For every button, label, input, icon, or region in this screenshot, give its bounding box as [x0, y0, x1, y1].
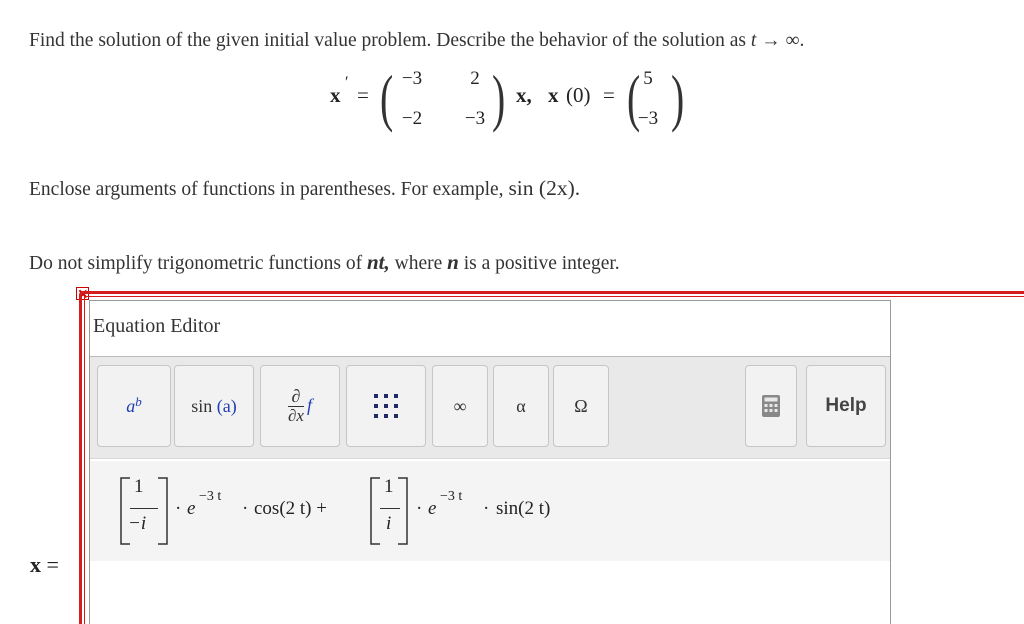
dot-operator-4: ·	[483, 498, 490, 519]
answer-label-x: x	[30, 552, 41, 577]
prompt-arrow: →	[761, 30, 781, 51]
answer-label-equals: =	[46, 552, 59, 577]
matrix-cell-22: −3	[464, 108, 486, 129]
eq-lhs-x: x	[330, 83, 341, 107]
initial-vector-bottom: −3	[637, 108, 659, 129]
greek-omega-button[interactable]	[553, 365, 609, 447]
vector2-left-bracket	[368, 476, 382, 546]
eq-prime: ′	[345, 74, 349, 91]
equation-editor	[89, 300, 891, 624]
vector-left-paren: (	[627, 62, 641, 133]
deriv-numerator: ∂	[291, 386, 301, 407]
prompt-var-t: t	[750, 30, 757, 51]
sin-term: sin(2 t)	[496, 498, 551, 519]
exp-base-1: e	[187, 498, 196, 519]
greek-alpha-button[interactable]	[493, 365, 549, 447]
ivp-equation	[0, 64, 1024, 140]
instruction-trig	[29, 250, 620, 275]
infinity-symbol: ∞	[453, 395, 467, 416]
matrix-left-paren: (	[380, 62, 394, 133]
dot-operator-2: ·	[242, 498, 249, 519]
initial-equals: =	[603, 83, 615, 107]
exp-base-2: e	[428, 498, 437, 519]
help-button[interactable]: Help	[806, 365, 886, 447]
answer-expression[interactable]	[90, 461, 890, 561]
instruction-nt: nt,	[366, 250, 390, 274]
initial-arg: (0)	[566, 83, 591, 107]
power-template-button[interactable]	[97, 365, 171, 447]
instruction-trig-text-b: where	[389, 253, 448, 274]
matrix-cell-12: 2	[470, 68, 480, 89]
sin-arg: (a)	[216, 395, 237, 416]
question-prompt	[29, 30, 804, 52]
prompt-infinity: ∞.	[785, 30, 805, 51]
initial-x: x	[548, 83, 559, 107]
exp-power-1: −3 t	[199, 489, 222, 504]
instruction-parentheses	[29, 176, 580, 201]
vector-right-paren: )	[671, 62, 685, 133]
vector1-top: 1	[134, 476, 144, 497]
vector1-right-bracket	[156, 476, 170, 546]
derivative-template-button[interactable]	[260, 365, 340, 447]
dot-operator-1: ·	[175, 498, 182, 519]
vector1-bottom: −i	[128, 513, 147, 534]
instruction-text: Enclose arguments of functions in parentheses. For example,	[29, 179, 509, 200]
alpha-symbol: α	[516, 395, 526, 416]
editor-toolbar	[90, 356, 890, 459]
omega-symbol: Ω	[574, 395, 588, 416]
matrix-template-button[interactable]	[346, 365, 426, 447]
matrix-cell-21: −2	[401, 108, 423, 129]
initial-vector-top: 5	[643, 68, 653, 89]
infinity-button[interactable]	[432, 365, 488, 447]
vector1-left-bracket	[118, 476, 132, 546]
instruction-example: sin (2x).	[508, 176, 581, 200]
matrix-grid-icon	[372, 391, 400, 421]
function-template-button[interactable]	[174, 365, 254, 447]
sin-label: sin	[191, 395, 213, 416]
power-exponent: b	[135, 394, 142, 409]
editor-title: Equation Editor	[93, 315, 221, 337]
calculator-button[interactable]	[745, 365, 797, 447]
vector2-top: 1	[384, 476, 394, 497]
eq-equals: =	[357, 83, 369, 107]
instruction-trig-text-a: Do not simplify trigonometric functions of	[29, 253, 367, 274]
vector2-bottom: i	[386, 513, 392, 534]
deriv-f: f	[306, 395, 312, 416]
vector2-right-bracket	[396, 476, 410, 546]
deriv-denominator: ∂x	[288, 406, 304, 426]
dot-operator-3: ·	[416, 498, 423, 519]
matrix-cell-11: −3	[401, 68, 423, 89]
prompt-text: Find the solution of the given initial value problem. Describe the behavior of the solution as	[29, 30, 751, 51]
answer-label	[30, 552, 59, 578]
instruction-n: n	[447, 250, 459, 274]
cos-term: cos(2 t) +	[254, 498, 327, 519]
exp-power-2: −3 t	[440, 489, 463, 504]
vector1-divider	[130, 508, 158, 509]
matrix-right-paren: )	[492, 62, 506, 133]
eq-rhs-x: x,	[516, 83, 532, 107]
power-base: a	[126, 395, 136, 416]
instruction-trig-text-c: is a positive integer.	[458, 253, 620, 274]
calculator-icon	[761, 394, 781, 418]
